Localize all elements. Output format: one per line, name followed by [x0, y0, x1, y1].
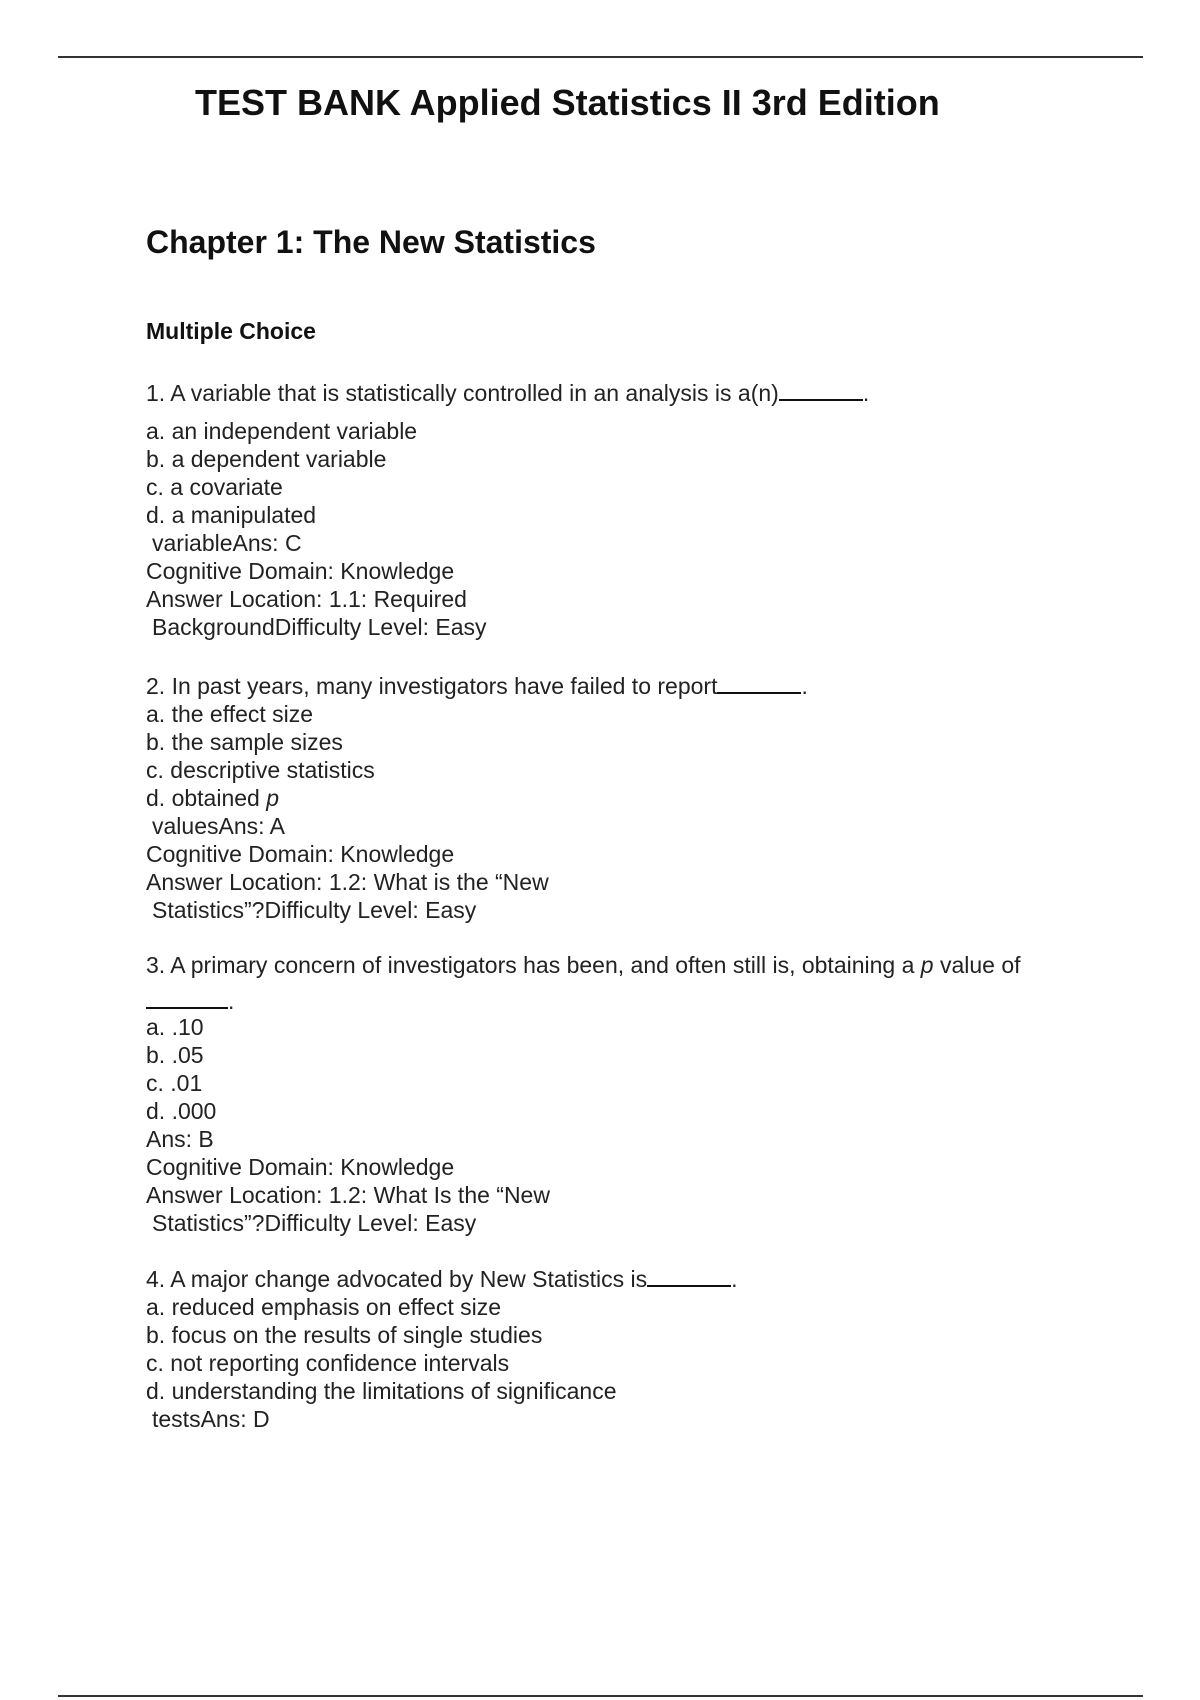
question-2-option-d: d. obtained p: [146, 785, 280, 811]
question-1-option-b: b. a dependent variable: [146, 446, 387, 472]
bottom-rule: [58, 1695, 1143, 1697]
question-1-option-c: c. a covariate: [146, 474, 283, 500]
question-3-option-d: d. .000: [146, 1098, 217, 1124]
question-4-option-d: d. understanding the limitations of significance: [146, 1378, 617, 1404]
question-3: [146, 951, 1116, 1237]
question-2: [146, 672, 1116, 924]
document-title: TEST BANK Applied Statistics II 3rd Edition: [195, 82, 940, 123]
question-3-option-c: c. .01: [146, 1070, 203, 1096]
question-3-answer: Ans: B: [146, 1126, 214, 1152]
question-1-domain: Cognitive Domain: Knowledge: [146, 558, 455, 584]
question-2-location: Answer Location: 1.2: What is the “New: [146, 869, 549, 895]
question-3-difficulty: Statistics”?Difficulty Level: Easy: [152, 1210, 477, 1236]
question-3-option-a: a. .10: [146, 1014, 204, 1040]
question-1-option-a: a. an independent variable: [146, 418, 418, 444]
question-1-option-d: d. a manipulated: [146, 502, 317, 528]
section-title: Multiple Choice: [146, 318, 316, 344]
answer-blank: [146, 987, 228, 1009]
question-3-blank-line: .: [146, 987, 1116, 1013]
question-2-difficulty: Statistics”?Difficulty Level: Easy: [152, 897, 477, 923]
question-3-location: Answer Location: 1.2: What Is the “New: [146, 1182, 550, 1208]
question-1-location: Answer Location: 1.1: Required: [146, 586, 467, 612]
answer-blank: [717, 672, 801, 694]
question-2-option-a: a. the effect size: [146, 701, 314, 727]
question-4-option-b: b. focus on the results of single studies: [146, 1322, 543, 1348]
question-2-domain: Cognitive Domain: Knowledge: [146, 841, 455, 867]
question-4-option-c: c. not reporting confidence intervals: [146, 1350, 510, 1376]
question-4: [146, 1265, 1116, 1433]
question-3-stem: 3. A primary concern of investigators has been, and often still is, obtaining a p value of: [146, 952, 1021, 978]
question-4-stem: 4. A major change advocated by New Statistics is .: [146, 1266, 738, 1292]
question-1: [146, 379, 1116, 641]
question-4-option-a: a. reduced emphasis on effect size: [146, 1294, 502, 1320]
question-1-stem: 1. A variable that is statistically controlled in an analysis is a(n) .: [146, 380, 870, 406]
answer-blank: [779, 379, 863, 401]
chapter-title: Chapter 1: The New Statistics: [146, 224, 596, 260]
question-2-stem: 2. In past years, many investigators have failed to report .: [146, 673, 808, 699]
question-3-option-b: b. .05: [146, 1042, 204, 1068]
question-2-answer: valuesAns: A: [152, 813, 285, 839]
question-1-answer: variableAns: C: [152, 530, 302, 556]
question-4-answer: testsAns: D: [152, 1406, 270, 1432]
question-3-domain: Cognitive Domain: Knowledge: [146, 1154, 455, 1180]
question-2-option-c: c. descriptive statistics: [146, 757, 375, 783]
top-rule: [58, 56, 1143, 58]
question-2-option-b: b. the sample sizes: [146, 729, 343, 755]
answer-blank: [647, 1265, 731, 1287]
question-1-difficulty: BackgroundDifficulty Level: Easy: [152, 614, 487, 640]
